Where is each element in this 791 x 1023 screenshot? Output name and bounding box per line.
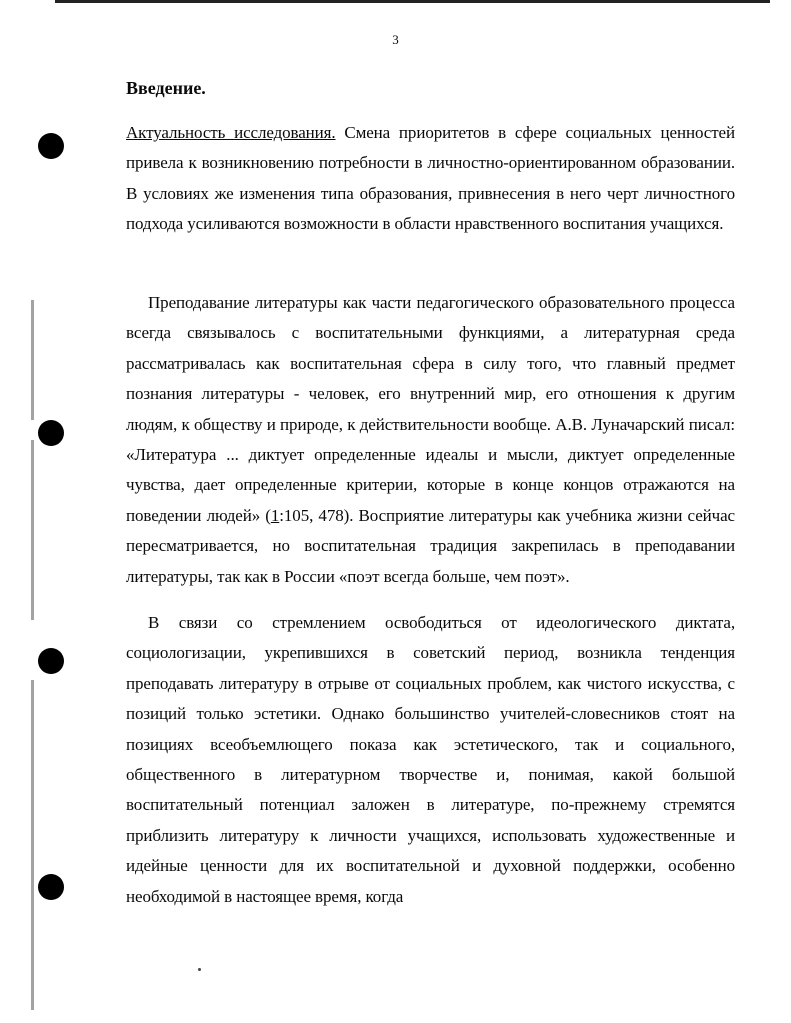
scan-edge-mark [31,440,34,620]
punch-hole [38,420,64,446]
paragraph-ideology [126,608,735,912]
scan-speck [198,968,201,971]
paragraph-text: :105, 478). Восприятие литературы как учебника жизни сейчас пересматривается, но воспитательная традиция закрепилась в преподавании литературы, так как в России «поэт всегда больше, чем поэт». [126,505,735,586]
paragraph-text: Смена приоритетов в сфере социальных ценностей привела к возникновению потребности в личностно-ориентированном образовании. В условиях же изменения типа образования, привнесения в него черт личностного подхода усиливаются возможности в области нравственного воспитания учащихся. [126,123,735,234]
page-number: 3 [392,32,399,47]
scan-edge-mark [31,680,34,1010]
punch-hole [38,648,64,674]
paragraph-literature-teaching [126,288,735,592]
citation-reference: 1 [270,505,280,525]
paragraph-text: В связи со стремлением освободиться от идеологического диктата, социологизации, укрепившихся в советский период, возникла тенденция преподавать литературу в отрыве от социальных проблем, как чистого искусства, с позиций только эстетики. Однако большинство учителей-словесников стоят на позициях всеобъемлющего показа как эстетического, так и социального, общественного в литературном творчестве и, понимая, какой большой воспитательный потенциал заложен в литературе, по-прежнему стремятся приблизить литературу к личности учащихся, использовать художественные и идейные ценности для их воспитательной и духовной поддержки, особенно необходимой в настоящее время, когда [126,613,735,906]
section-title: Введение. [126,78,206,98]
scan-top-border [55,0,770,3]
relevance-heading: Актуальность исследования. [126,123,336,142]
scan-edge-mark [31,300,34,420]
punch-hole [38,874,64,900]
paragraph-relevance [126,118,735,240]
punch-hole [38,133,64,159]
paragraph-text: Преподавание литературы как части педагогического образовательного процесса всегда связывалось с воспитательными функциями, а литературная среда рассматривалась как воспитательная сфера в силу того, что главный предмет познания литературы - человек, его внутренний мир, его отношения к другим людям, к обществу и природе, к действительности вообще. А.В. Луначарский писал: «Литература ... диктует определенные идеалы и мысли, диктует определенные чувства, дает определенные критерии, которые в конце концов отражаются на поведении людей» ( [126,293,735,525]
